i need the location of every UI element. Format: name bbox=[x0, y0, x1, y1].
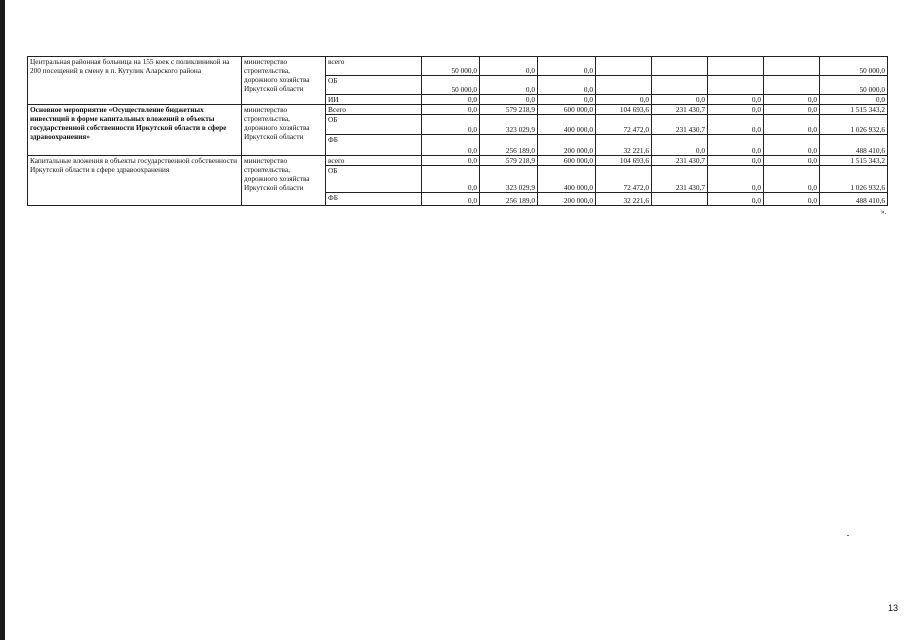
budget-table bbox=[27, 56, 888, 206]
amount-cell: 32 221,6 bbox=[596, 193, 652, 206]
amount-cell: 0,0 bbox=[422, 166, 480, 193]
amount-cell: 488 410,6 bbox=[820, 135, 888, 156]
amount-cell: 0,0 bbox=[764, 135, 820, 156]
amount-cell: 0,0 bbox=[480, 76, 538, 95]
amount-cell: 72 472,0 bbox=[596, 166, 652, 193]
amount-cell: 0,0 bbox=[764, 166, 820, 193]
amount-cell: 0,0 bbox=[708, 156, 764, 166]
amount-cell: 0,0 bbox=[480, 95, 538, 105]
scan-speck bbox=[847, 535, 849, 536]
funding-source: Всего bbox=[326, 105, 422, 115]
amount-cell bbox=[652, 57, 708, 76]
funding-source: ОБ bbox=[326, 166, 422, 193]
amount-cell: 50 000,0 bbox=[820, 76, 888, 95]
amount-cell: 0,0 bbox=[596, 95, 652, 105]
amount-cell: 104 693,6 bbox=[596, 105, 652, 115]
amount-cell: 200 000,0 bbox=[538, 193, 596, 206]
amount-cell bbox=[652, 193, 708, 206]
amount-cell: 50 000,0 bbox=[820, 57, 888, 76]
amount-cell: 0,0 bbox=[820, 95, 888, 105]
funding-source: ФБ bbox=[326, 193, 422, 206]
amount-cell: 0,0 bbox=[652, 135, 708, 156]
responsible-executor: министерство строительства, дорожного хозяйства Иркутской области bbox=[242, 57, 326, 105]
amount-cell: 323 029,9 bbox=[480, 115, 538, 135]
amount-cell bbox=[764, 76, 820, 95]
amount-cell: 0,0 bbox=[538, 57, 596, 76]
amount-cell: 0,0 bbox=[764, 95, 820, 105]
funding-source: ОБ bbox=[326, 76, 422, 95]
amount-cell: 1 515 343,2 bbox=[820, 156, 888, 166]
amount-cell bbox=[708, 76, 764, 95]
amount-cell: 600 000,0 bbox=[538, 105, 596, 115]
amount-cell: 0,0 bbox=[422, 115, 480, 135]
table-row bbox=[28, 57, 888, 76]
amount-cell: 32 221,6 bbox=[596, 135, 652, 156]
amount-cell: 0,0 bbox=[538, 76, 596, 95]
amount-cell: 0,0 bbox=[708, 115, 764, 135]
amount-cell bbox=[764, 57, 820, 76]
funding-source: ОБ bbox=[326, 115, 422, 135]
activity-name: Основное мероприятие «Осуществление бюджетных инвестиций в форме капитальных вложений в объекты государственной собственности Иркутской области в сфере здравоохранения» bbox=[28, 105, 242, 156]
amount-cell: 579 218,9 bbox=[480, 156, 538, 166]
scan-left-edge bbox=[0, 0, 5, 640]
amount-cell: 256 189,0 bbox=[480, 135, 538, 156]
amount-cell: 0,0 bbox=[422, 135, 480, 156]
amount-cell bbox=[708, 57, 764, 76]
table-row bbox=[28, 156, 888, 166]
amount-cell: 50 000,0 bbox=[422, 76, 480, 95]
amount-cell: 256 189,0 bbox=[480, 193, 538, 206]
amount-cell: 231 430,7 bbox=[652, 115, 708, 135]
amount-cell: 1 515 343,2 bbox=[820, 105, 888, 115]
amount-cell: 0,0 bbox=[708, 193, 764, 206]
amount-cell: 579 218,9 bbox=[480, 105, 538, 115]
amount-cell: 1 026 932,6 bbox=[820, 166, 888, 193]
amount-cell: 600 000,0 bbox=[538, 156, 596, 166]
funding-source: всего bbox=[326, 156, 422, 166]
activity-name: Центральная районная больница на 155 коек с поликлиникой на 200 посещений в смену в п. Кутулик Аларского района bbox=[28, 57, 242, 105]
amount-cell: 231 430,7 bbox=[652, 166, 708, 193]
amount-cell bbox=[596, 57, 652, 76]
amount-cell: 0,0 bbox=[764, 115, 820, 135]
amount-cell: 0,0 bbox=[764, 105, 820, 115]
amount-cell: 0,0 bbox=[708, 166, 764, 193]
amount-cell: 50 000,0 bbox=[422, 57, 480, 76]
amount-cell: 400 000,0 bbox=[538, 166, 596, 193]
amount-cell: 0,0 bbox=[764, 156, 820, 166]
amount-cell: 0,0 bbox=[422, 105, 480, 115]
amount-cell: 0,0 bbox=[422, 156, 480, 166]
funding-source: всего bbox=[326, 57, 422, 76]
amount-cell: 488 410,6 bbox=[820, 193, 888, 206]
amount-cell: 323 029,9 bbox=[480, 166, 538, 193]
amount-cell: 0,0 bbox=[480, 57, 538, 76]
amount-cell: 0,0 bbox=[764, 193, 820, 206]
amount-cell: 231 430,7 bbox=[652, 105, 708, 115]
amount-cell: 0,0 bbox=[422, 193, 480, 206]
responsible-executor: министерство строительства, дорожного хозяйства Иркутской области bbox=[242, 105, 326, 156]
amount-cell: 0,0 bbox=[708, 95, 764, 105]
amount-cell: 0,0 bbox=[538, 95, 596, 105]
amount-cell: 0,0 bbox=[422, 95, 480, 105]
funding-source: ФБ bbox=[326, 135, 422, 156]
amount-cell bbox=[652, 76, 708, 95]
amount-cell: 400 000,0 bbox=[538, 115, 596, 135]
page-number: 13 bbox=[888, 603, 899, 613]
funding-source: ИИ bbox=[326, 95, 422, 105]
amount-cell: 0,0 bbox=[708, 105, 764, 115]
amount-cell: 231 430,7 bbox=[652, 156, 708, 166]
table-row bbox=[28, 105, 888, 115]
amount-cell: 0,0 bbox=[708, 135, 764, 156]
amount-cell: 104 693,6 bbox=[596, 156, 652, 166]
closing-quote-mark: ». bbox=[881, 208, 887, 216]
amount-cell: 1 026 932,6 bbox=[820, 115, 888, 135]
amount-cell: 200 000,0 bbox=[538, 135, 596, 156]
amount-cell bbox=[596, 76, 652, 95]
amount-cell: 0,0 bbox=[652, 95, 708, 105]
responsible-executor: министерство строительства, дорожного хозяйства Иркутской области bbox=[242, 156, 326, 206]
activity-name: Капитальные вложения в объекты государственной собственности Иркутской области в сфере здравоохранения bbox=[28, 156, 242, 206]
amount-cell: 72 472,0 bbox=[596, 115, 652, 135]
